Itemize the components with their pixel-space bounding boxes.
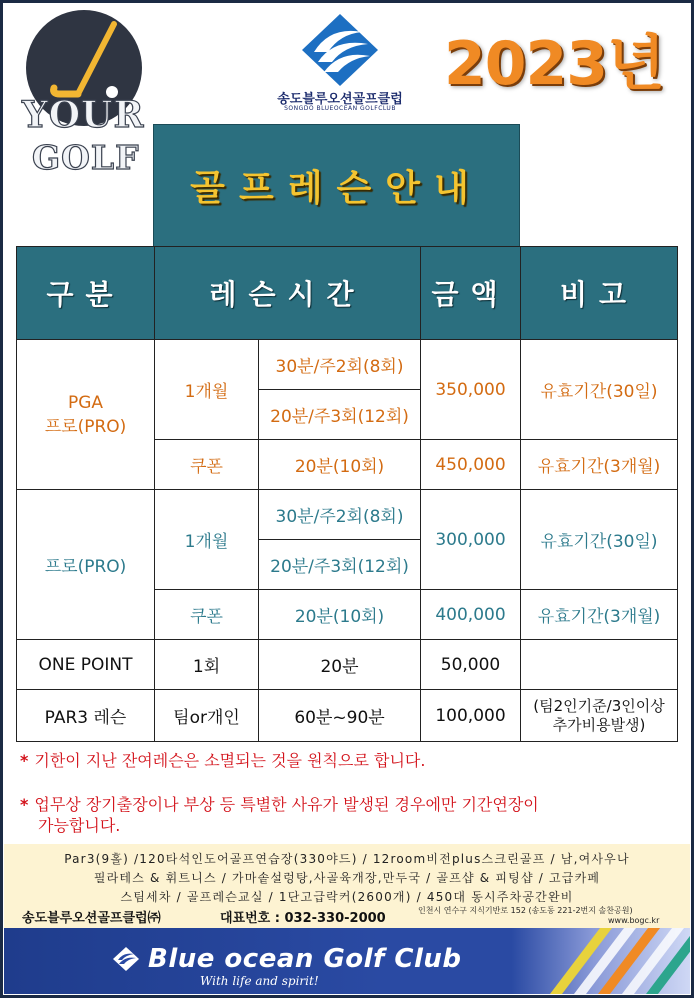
extension-note-text-line1: 업무상 장기출장이나 부상 등 특별한 사유가 발생된 경우에만 기간연장이 [34, 795, 539, 814]
table-header-row [17, 247, 678, 340]
pga-period-cell: 1개월 [155, 340, 259, 440]
onepoint-time-cell: 20분 [259, 640, 421, 690]
address: 인천시 연수구 지식기반로 152 (송도동 221-2번지 솔찬공원) [418, 906, 633, 915]
onepoint-category-cell: ONE POINT [17, 640, 155, 690]
par3-remark-cell: (팀2인기준/3인이상 추가비용발생) [521, 690, 678, 742]
facilities-footer [4, 844, 690, 928]
onepoint-remark-cell [521, 640, 678, 690]
club-name-english: SONGDO BLUEOCEAN GOLFCLUB [284, 105, 396, 112]
extension-note-text-line2: 가능합니다. [38, 816, 121, 835]
note-bullet: * [20, 751, 29, 770]
phone-number: 대표번호 : 032-330-2000 [220, 911, 386, 926]
pro-price-cell: 300,000 [421, 490, 521, 590]
wave-emblem-icon [112, 946, 140, 972]
lesson-guide-title-box [153, 124, 520, 247]
logo-text-golf: GOLF [32, 138, 140, 177]
pga-coupon-time-cell: 20분(10회) [259, 440, 421, 490]
year-title: 2023년 [444, 29, 664, 99]
banner-slogan: With life and spirit! [200, 974, 319, 988]
pro-category-cell: 프로(PRO) [17, 490, 155, 640]
lesson-guide-title: 골프레슨안내 [190, 167, 483, 209]
club-banner [4, 928, 690, 994]
pga-coupon-price-cell: 450,000 [421, 440, 521, 490]
pro-coupon-label-cell: 쿠폰 [155, 590, 259, 640]
pro-remark-cell: 유효기간(30일) [521, 490, 678, 590]
pro-period-cell: 1개월 [155, 490, 259, 590]
pro-coupon-remark-cell: 유효기간(3개월) [521, 590, 678, 640]
facilities-line: Par3(9홀) /120타석인도어골프연습장(330야드) / 12room비전plus스크린골프 / 남,여사우나 [64, 852, 630, 866]
header-lesson-time: 레슨시간 [155, 247, 421, 340]
par3-period-cell: 팀or개인 [155, 690, 259, 742]
pro-coupon-time-cell: 20분(10회) [259, 590, 421, 640]
note-bullet: * [20, 795, 29, 814]
extension-note [20, 794, 670, 836]
pro-time1-cell: 30분/주2회(8회) [259, 490, 421, 540]
pro-coupon-price-cell: 400,000 [421, 590, 521, 640]
header-price: 금액 [421, 247, 521, 340]
wave-emblem-icon [300, 12, 380, 88]
header-remark: 비고 [521, 247, 678, 340]
expiry-note-text: 기한이 지난 잔여레슨은 소멸되는 것을 원칙으로 합니다. [34, 751, 426, 770]
par3-category-cell: PAR3 레슨 [17, 690, 155, 742]
logo-text-your: YOUR [22, 94, 145, 136]
table-row [17, 340, 678, 390]
pga-time2-cell: 20분/주3회(12회) [259, 390, 421, 440]
pga-coupon-remark-cell: 유효기간(3개월) [521, 440, 678, 490]
facilities-line: 스팀세차 / 골프레슨교실 / 1단고급락커(2600개) / 450대 동시주차공간완비 [120, 890, 574, 904]
banner-stripes [490, 928, 690, 994]
table-row [17, 490, 678, 540]
website-link[interactable]: www.bogc.kr [608, 916, 660, 925]
banner-club-name: Blue ocean Golf Club [148, 944, 462, 974]
header-category: 구분 [17, 247, 155, 340]
pga-coupon-label-cell: 쿠폰 [155, 440, 259, 490]
facilities-line: 필라테스 & 휘트니스 / 가마솥설렁탕,사골육개장,만두국 / 골프샵 & 피팅샵 / 고급카페 [93, 871, 601, 885]
pga-time1-cell: 30분/주2회(8회) [259, 340, 421, 390]
table-row [17, 690, 678, 742]
lesson-price-table [16, 246, 678, 742]
pga-category-cell: PGA 프로(PRO) [17, 340, 155, 490]
expiry-note [20, 750, 425, 771]
club-corporation-name: 송도블루오션골프클럽㈜ [22, 911, 161, 926]
par3-time-cell: 60분~90분 [259, 690, 421, 742]
pro-time2-cell: 20분/주3회(12회) [259, 540, 421, 590]
par3-price-cell: 100,000 [421, 690, 521, 742]
pga-remark-cell: 유효기간(30일) [521, 340, 678, 440]
onepoint-period-cell: 1회 [155, 640, 259, 690]
onepoint-price-cell: 50,000 [421, 640, 521, 690]
pga-price-cell: 350,000 [421, 340, 521, 440]
club-name-korean: 송도블루오션골프클럽 [277, 92, 403, 107]
table-row [17, 640, 678, 690]
